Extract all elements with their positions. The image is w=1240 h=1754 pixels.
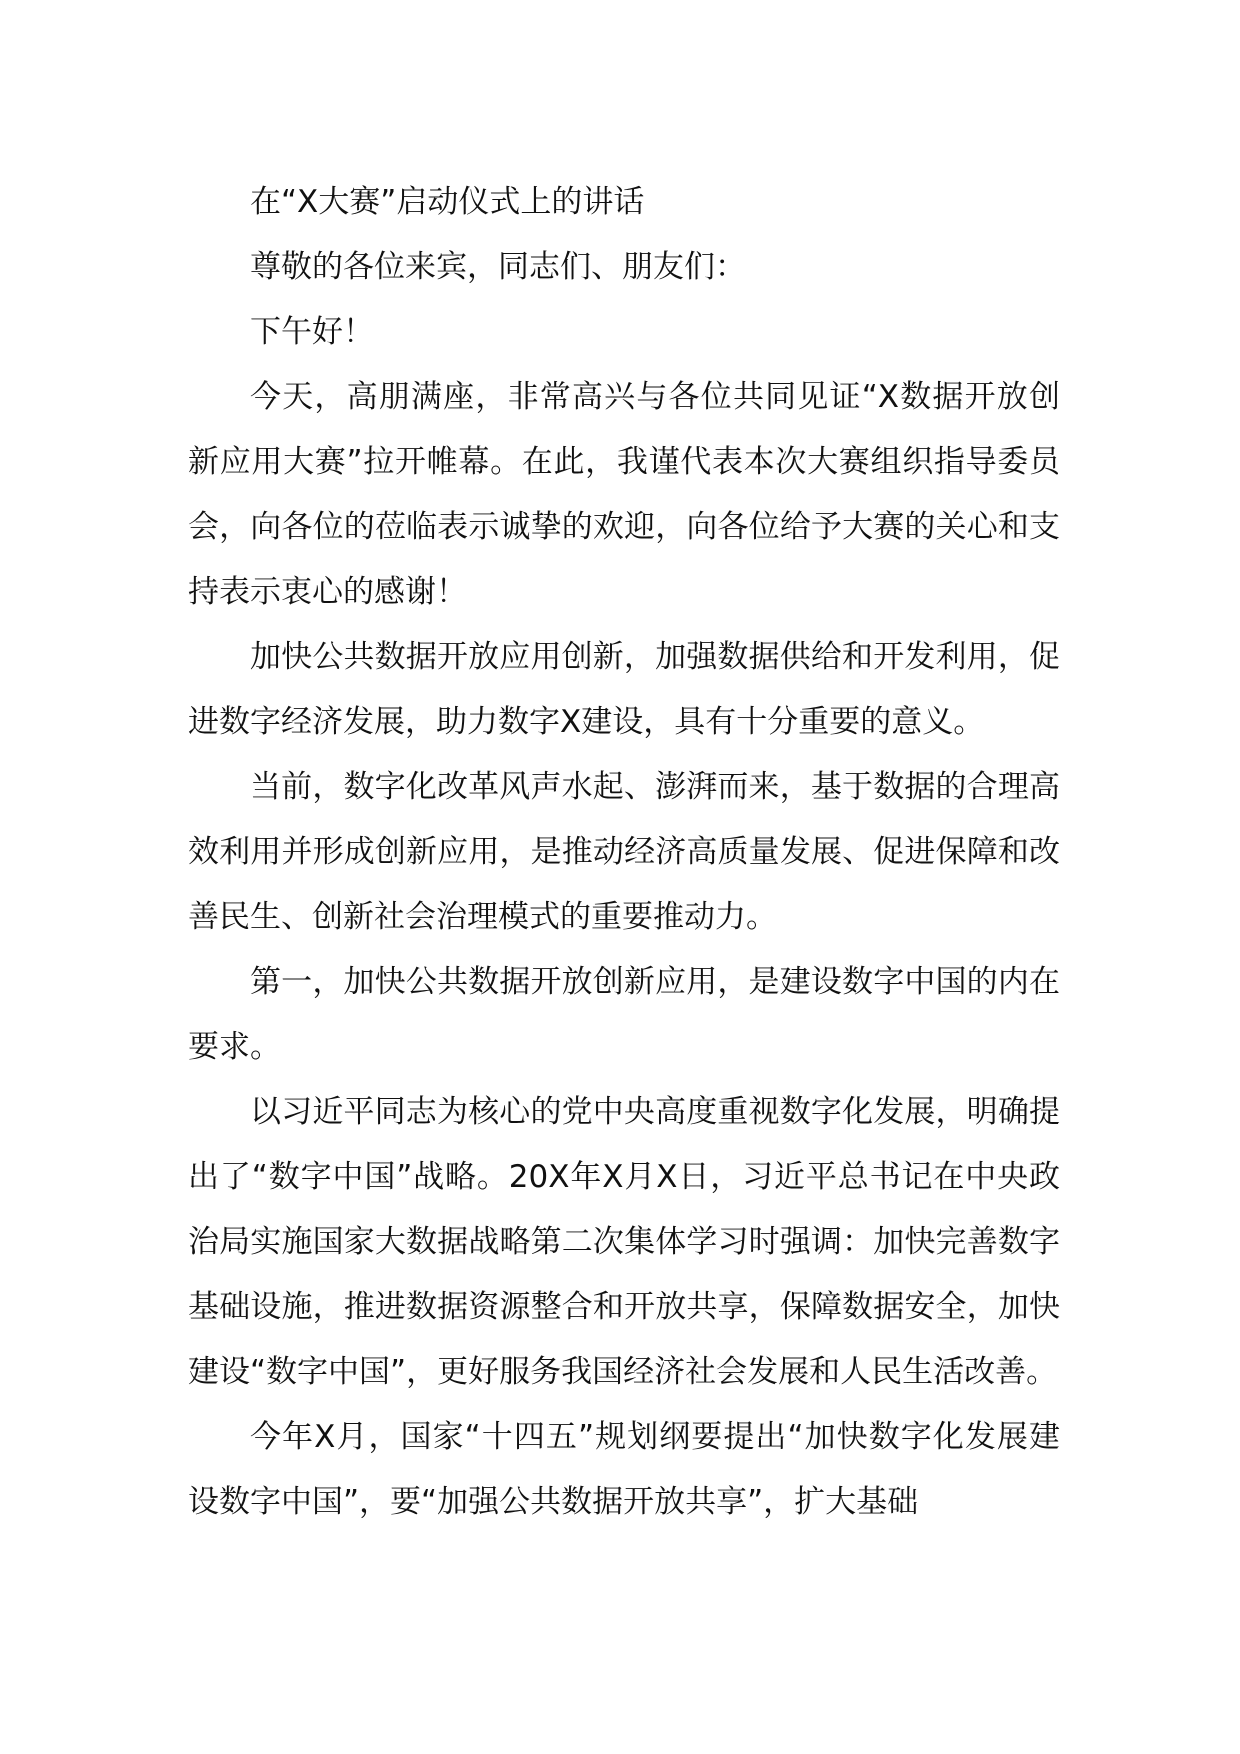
document-body <box>188 170 1060 1535</box>
greeting: 下午好！ <box>250 314 374 350</box>
salutation: 尊敬的各位来宾，同志们、朋友们： <box>250 249 746 285</box>
paragraph: 加快公共数据开放应用创新，加强数据供给和开发利用，促进数字经济发展，助力数字X建设，具有十分重要的意义。 <box>188 639 1060 740</box>
paragraph: 第一，加快公共数据开放创新应用，是建设数字中国的内在要求。 <box>188 964 1060 1065</box>
paragraph: 今天，高朋满座，非常高兴与各位共同见证“X数据开放创新应用大赛”拉开帷幕。在此，我谨代表本次大赛组织指导委员会，向各位的莅临表示诚挚的欢迎，向各位给予大赛的关心和支持表示衷心的感谢！ <box>188 379 1060 610</box>
paragraph: 当前，数字化改革风声水起、澎湃而来，基于数据的合理高效利用并形成创新应用，是推动经济高质量发展、促进保障和改善民生、创新社会治理模式的重要推动力。 <box>188 769 1060 935</box>
paragraph: 今年X月，国家“十四五”规划纲要提出“加快数字化发展建设数字中国”，要“加强公共数据开放共享”，扩大基础 <box>188 1419 1060 1520</box>
paragraph: 以习近平同志为核心的党中央高度重视数字化发展，明确提出了“数字中国”战略。20X年X月X日，习近平总书记在中央政治局实施国家大数据战略第二次集体学习时强调：加快完善数字基础设施，推进数据资源整合和开放共享，保障数据安全，加快建设“数字中国”，更好服务我国经济社会发展和人民生活改善。 <box>188 1094 1060 1390</box>
document-title: 在“X大赛”启动仪式上的讲话 <box>250 184 645 220</box>
